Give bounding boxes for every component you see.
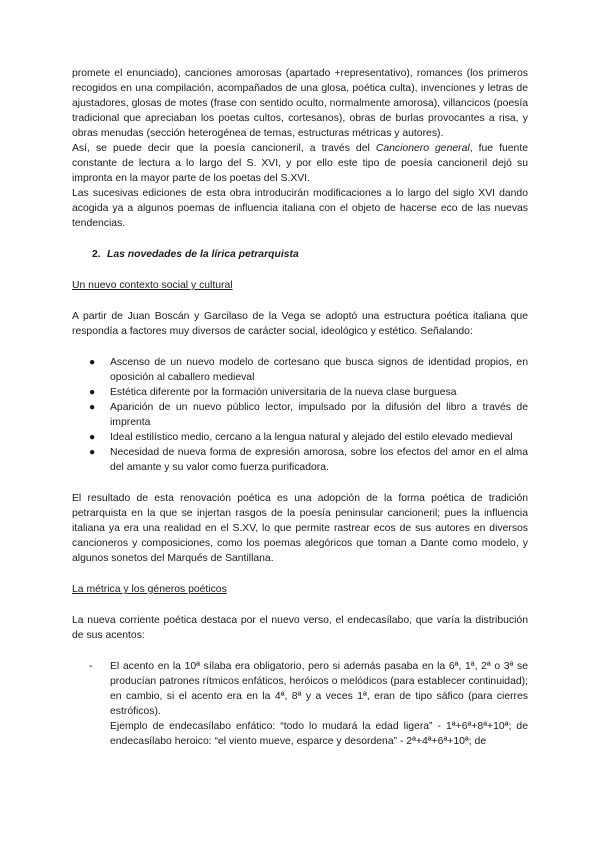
result-paragraph: El resultado de esta renovación poética es una adopción de la forma poética de tradición petrarquista en la que se injertan rasgos de la poesía peninsular cancioneril; pues la influencia italiana ya era una realidad en el S.XV, lo que permite rastrear ecos de sus autores en diversos cancioneros y composiciones, como los poemas alegóricos que toman a Dante como modelo, y algunos sonetos del Marqués de Santillana. [72,493,528,564]
section-number: 2. [92,249,101,260]
bullet-text: Estética diferente por la formación universitaria de la nueva clase burguesa [110,387,457,398]
section-title: Las novedades de la lírica petrarquista [107,249,299,260]
intro-p2-end: , fue fuente constante de lectura a lo largo del S. XVI, y por ello este tipo de poesía cancioneril dejó su impronta en la mayor parte de los poetas del S.XVI. [72,143,528,184]
dash-item [72,659,528,749]
bullet-text: Ideal estilístico medio, cercano a la lengua natural y alejado del estilo elevado medieval [110,432,513,443]
section-heading [72,247,528,262]
dash-list [72,659,528,749]
cancionero-general-title: Cancionero general [375,143,470,154]
metrics-paragraph: La nueva corriente poética destaca por el nuevo verso, el endecasílabo, que varía la distribución de sus acentos: [72,615,528,641]
bullet-item [72,355,528,385]
dash-icon: - [89,661,93,672]
bullet-icon: ● [89,432,96,443]
document-page [72,66,528,749]
intro-paragraph-1: promete el enunciado), canciones amorosas (apartado +representativo), romances (los primeros recogidos en una compilación, acompañados de una glosa, poética culta), invenciones y letras de ajustadores, glosas de motes (frase con sentido oculto, normalmente amorosa), villancicos (poesía tradicional que apreciaban los poetas cultos, cortesanos), obras de burlas provocantes a risa, y obras menudas (sección heterogénea de temas, estructuras métricas y autores). [72,68,528,139]
subheading-context: Un nuevo contexto social y cultural [72,280,233,291]
bullet-list [72,355,528,475]
bullet-item [72,430,528,445]
subheading-metrics: La métrica y los géneros poéticos [72,584,227,595]
dash-text-example: Ejemplo de endecasílabo enfático: “todo lo mudará la edad ligera” - 1ª+6ª+8ª+10ª; de endecasílabo heroico: “el viento mueve, esparce y desordena” - 2ª+4ª+6ª+10ª; de [110,721,528,747]
bullet-icon: ● [89,402,96,413]
intro-paragraph-2 [72,141,528,186]
bullet-text: Necesidad de nueva forma de expresión amorosa, sobre los efectos del amor en el alma del amante y su valor como fuerza purificadora. [110,447,528,473]
context-paragraph: A partir de Juan Boscán y Garcilaso de la Vega se adoptó una estructura poética italiana que respondía a factores muy diversos de carácter social, ideológico y estético. Señalando: [72,311,528,337]
bullet-text: Aparición de un nuevo público lector, impulsado por la difusión del libro a través de imprenta [110,402,528,428]
bullet-icon: ● [89,447,96,458]
bullet-item [72,385,528,400]
bullet-icon: ● [89,357,96,368]
bullet-icon: ● [89,387,96,398]
bullet-text: Ascenso de un nuevo modelo de cortesano que busca signos de identidad propios, en oposición al caballero medieval [110,357,528,383]
intro-paragraph-3: Las sucesivas ediciones de esta obra introducirán modificaciones a lo largo del siglo XVI dando acogida ya a algunos poemas de influencia italiana con el objeto de hacerse eco de las nuevas tendencias. [72,188,528,229]
dash-text: El acento en la 10ª sílaba era obligatorio, pero si además pasaba en la 6ª, 1ª, 2ª o 3ª se producían patrones rítmicos enfáticos, heróicos o melódicos (para establecer continuidad); en cambio, si el acento era en la 4ª, 8ª y a veces 1ª, eran de tipo sáfico (para cierres estróficos). [110,661,528,717]
bullet-item [72,445,528,475]
bullet-item [72,400,528,430]
intro-p2-start: Así, se puede decir que la poesía cancioneril, a través del [72,143,376,154]
